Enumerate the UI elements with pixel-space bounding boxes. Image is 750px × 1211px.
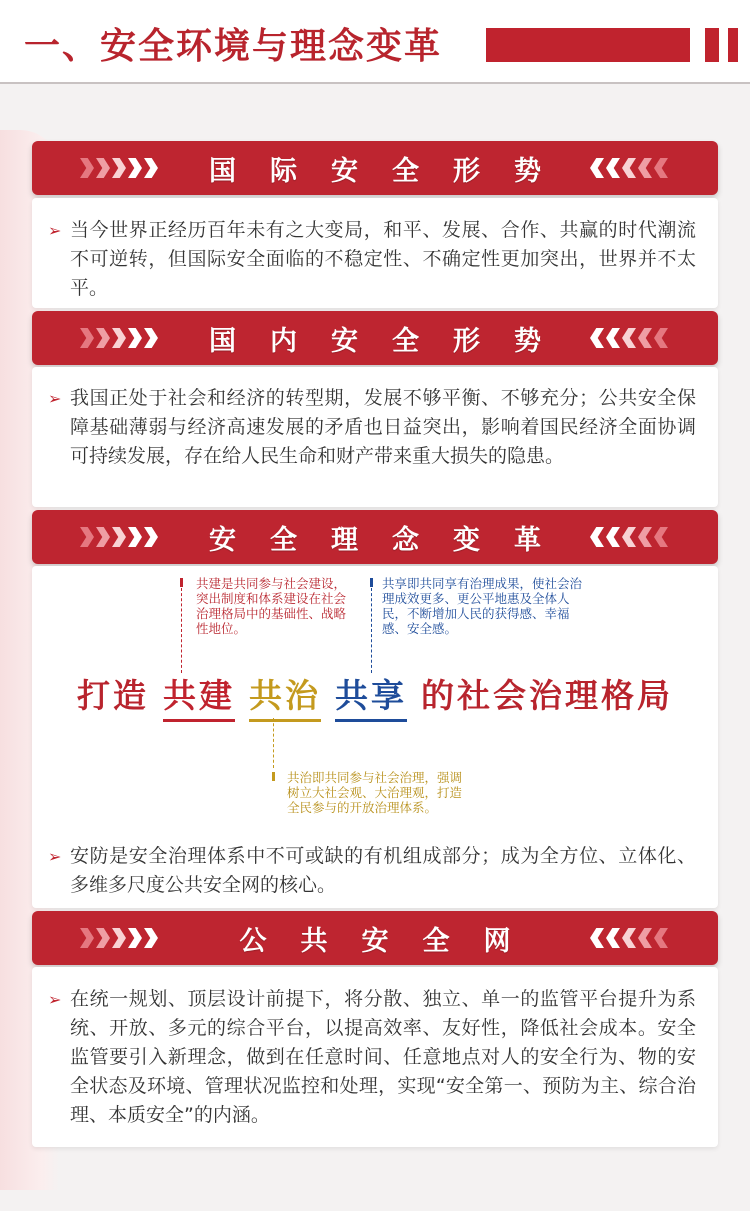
arrow-bullet-icon: ➢: [48, 990, 62, 1009]
section-banner-international: [32, 141, 718, 195]
slogan-word-gongjian: 共建: [163, 670, 235, 722]
paragraph: 当今世界正经历百年未有之大变局，和平、发展、合作、共赢的时代潮流不可逆转，但国际安全面临的不稳定性、不确定性更加突出，世界并不太平。: [70, 219, 696, 299]
arrow-bullet-icon: ➢: [48, 389, 62, 408]
section-title: 国际安全形势: [209, 155, 575, 187]
paragraph: 安防是安全治理体系中不可或缺的有机组成部分；成为全方位、立体化、多维多尺度公共安全网的核心。: [70, 845, 696, 896]
note-marker: [272, 772, 275, 781]
chevron-right-icon: [80, 928, 160, 948]
list-item: [48, 985, 696, 1130]
paragraph: 我国正处于社会和经济的转型期，发展不够平衡、不够充分；公共安全保障基础薄弱与经济高速发展的矛盾也日益突出，影响着国民经济全面协调可持续发展，存在给人民生命和财产带来重大损失的隐患。: [70, 387, 696, 467]
note-marker: [180, 578, 183, 587]
chevron-right-icon: [80, 158, 160, 178]
section-card-domestic: [32, 367, 718, 507]
arrow-bullet-icon: ➢: [48, 847, 62, 866]
note-gongxiang: 共享即共同享有治理成果，使社会治理成效更多、更公平地惠及全体人民，不断增加人民的获得感、幸福感、安全感。: [382, 576, 583, 636]
chevron-left-icon: [590, 928, 670, 948]
list-item: [48, 216, 696, 303]
note-gongjian: 共建是共同参与社会建设，突出制度和体系建设在社会治理格局中的基础性、战略性地位。: [196, 576, 347, 636]
slogan-word-gongxiang: 共享: [335, 670, 407, 722]
connector-line: [273, 718, 274, 768]
section-card-concept: [32, 566, 718, 908]
chevron-right-icon: [80, 527, 160, 547]
header-decor-block-small: [728, 28, 738, 62]
page-header: [0, 0, 750, 84]
chevron-right-icon: [80, 328, 160, 348]
connector-line: [371, 588, 372, 673]
page-title: 一、安全环境与理念变革: [24, 26, 443, 67]
section-title: 安全理念变革: [209, 524, 575, 556]
chevron-left-icon: [590, 328, 670, 348]
note-marker: [370, 578, 373, 587]
arrow-bullet-icon: ➢: [48, 221, 62, 240]
slogan-word-gongzhi: 共治: [249, 670, 321, 722]
section-card-international: [32, 198, 718, 308]
section-banner-domestic: [32, 311, 718, 365]
chevron-left-icon: [590, 527, 670, 547]
section-banner-concept: [32, 510, 718, 564]
chevron-left-icon: [590, 158, 670, 178]
slogan-prefix: 打造: [77, 676, 149, 715]
paragraph: 在统一规划、顶层设计前提下，将分散、独立、单一的监管平台提升为系统、开放、多元的综合平台，以提高效率、友好性，降低社会成本。安全监管要引入新理念，做到在任意时间、任意地点对人的安全行为、物的安全状态及环境、管理状况监控和处理，实现“安全第一、预防为主、综合治理、本质安全”的内涵。: [70, 988, 696, 1126]
section-title: 公共安全网: [239, 925, 545, 957]
list-item: [48, 842, 696, 900]
header-decor-bar: [486, 28, 690, 62]
slogan-suffix: 的社会治理格局: [421, 676, 673, 715]
section-card-public-safety: [32, 967, 718, 1147]
section-title: 国内安全形势: [209, 325, 575, 357]
connector-line: [181, 588, 182, 673]
slogan: [32, 670, 718, 722]
header-decor-block: [705, 28, 719, 62]
list-item: [48, 384, 696, 471]
note-gongzhi: 共治即共同参与社会治理，强调树立大社会观、大治理观，打造全民参与的开放治理体系。: [287, 770, 463, 815]
section-banner-public-safety: [32, 911, 718, 965]
